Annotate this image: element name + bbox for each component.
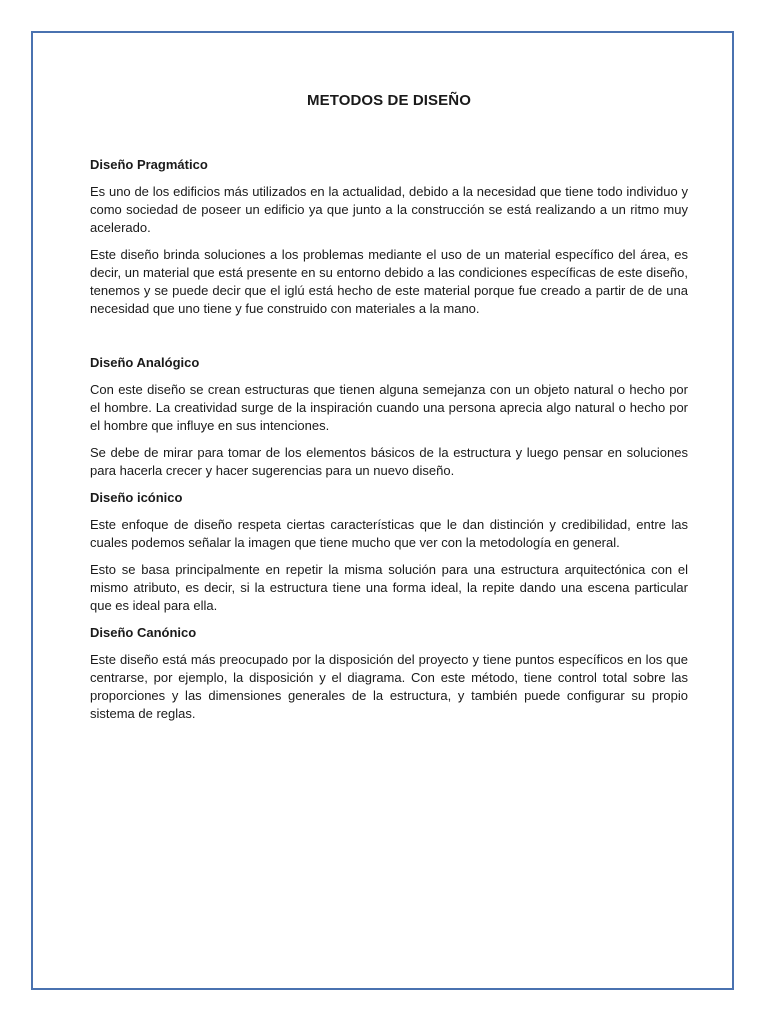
section-heading: Diseño Analógico <box>90 355 200 370</box>
document-body <box>90 90 688 732</box>
section-spacer <box>90 327 688 354</box>
paragraph: Se debe de mirar para tomar de los elementos básicos de la estructura y luego pensar en soluciones para hacerla crecer y hacer sugerencias para un nuevo diseño. <box>90 445 688 478</box>
paragraph: Este enfoque de diseño respeta ciertas características que le dan distinción y credibilidad, entre las cuales podemos señalar la imagen que tiene mucho que ver con la metodología en general. <box>90 517 688 550</box>
paragraph: Esto se basa principalmente en repetir la misma solución para una estructura arquitectónica con el mismo atributo, es decir, si la estructura tiene una forma ideal, la repite dando una escena particular que es ideal para ella. <box>90 562 688 613</box>
document-title: METODOS DE DISEÑO <box>307 92 471 109</box>
paragraph: Este diseño brinda soluciones a los problemas mediante el uso de un material específico del área, es decir, un material que está presente en su entorno debido a las condiciones específicas de este diseño, tenemos y se puede decir que el iglú está hecho de este material porque fue creado a partir de de una necesidad que uno tiene y fue construido con materiales a la mano. <box>90 247 688 316</box>
paragraph: Con este diseño se crean estructuras que tienen alguna semejanza con un objeto natural o hecho por el hombre. La creatividad surge de la inspiración cuando una persona aprecia algo natural o hecho por el hombre que influye en sus intenciones. <box>90 382 688 433</box>
section-pragmatico <box>90 156 688 318</box>
section-analogico <box>90 354 688 480</box>
section-heading: Diseño Canónico <box>90 625 197 640</box>
paragraph: Es uno de los edificios más utilizados en la actualidad, debido a la necesidad que tiene todo individuo y como sociedad de poseer un edificio ya que junto a la construcción se está realizando a un ritmo muy acelerado. <box>90 184 688 235</box>
paragraph: Este diseño está más preocupado por la disposición del proyecto y tiene puntos específicos en los que centrarse, por ejemplo, la disposición y el diagrama. Con este método, tiene control total sobre las proporciones y las dimensiones generales de la estructura, y también puede configurar su propio sistema de reglas. <box>90 652 688 721</box>
section-heading: Diseño Pragmático <box>90 157 208 172</box>
section-iconico <box>90 489 688 615</box>
section-canonico <box>90 624 688 723</box>
section-heading: Diseño icónico <box>90 490 183 505</box>
